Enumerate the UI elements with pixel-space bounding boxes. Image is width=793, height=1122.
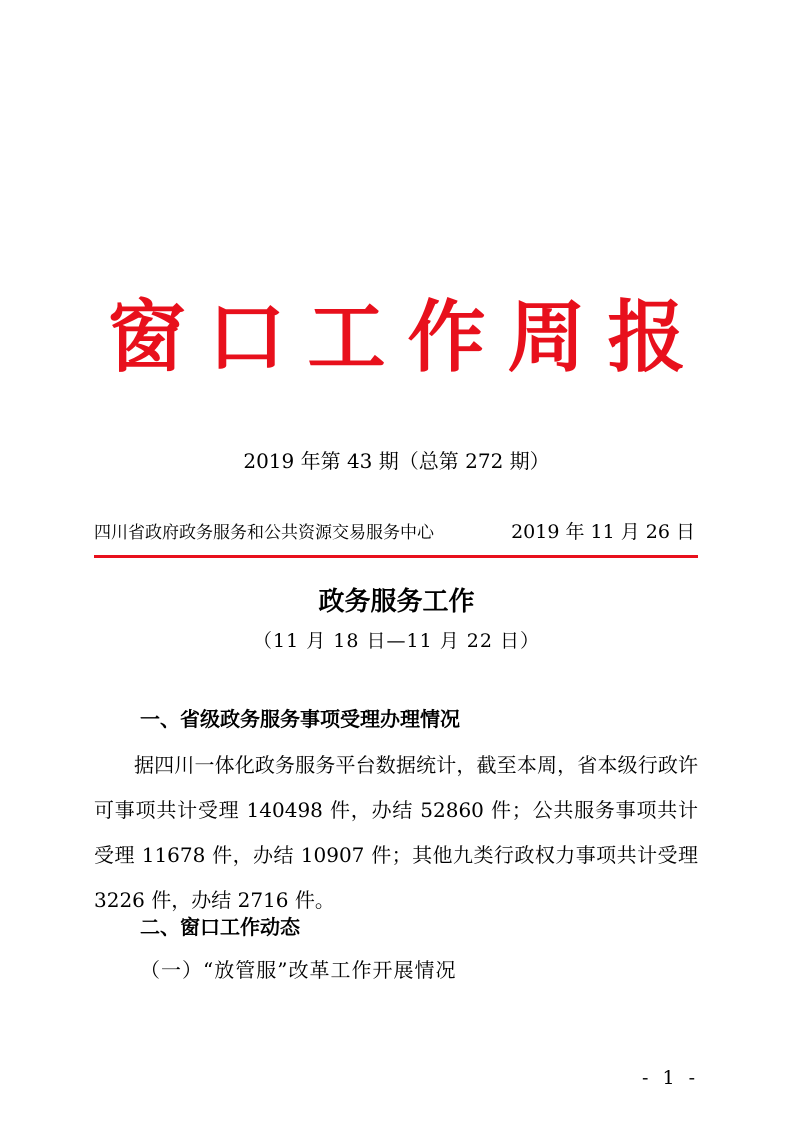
header-divider [94,555,698,558]
heading-level1-second: 二、窗口工作动态 [140,915,300,939]
paragraph-statistics: 据四川一体化政务服务平台数据统计，截至本周，省本级行政许可事项共计受理 140498 件，办结 52860 件；公共服务事项共计受理 11678 件，办结 10907 件；其他九类行政权力事项共计受理 3226 件，办结 2716 件。 [94,753,698,912]
publish-date: 2019 年 11 月 26 日 [511,521,695,543]
section-date-range: （11 月 18 日—11 月 22 日） [253,630,540,652]
heading-level2-first: （一）“放管服”改革工作开展情况 [140,958,457,982]
page-number: - 1 - [641,1067,699,1089]
publisher-name: 四川省政府政务服务和公共资源交易服务中心 [94,523,434,543]
heading-level1-first: 一、省级政务服务事项受理办理情况 [140,707,460,731]
masthead-title: 窗口工作周报 [107,292,708,383]
issue-number: 2019 年第 43 期（总第 272 期） [243,449,550,473]
section-title: 政务服务工作 [318,587,475,617]
